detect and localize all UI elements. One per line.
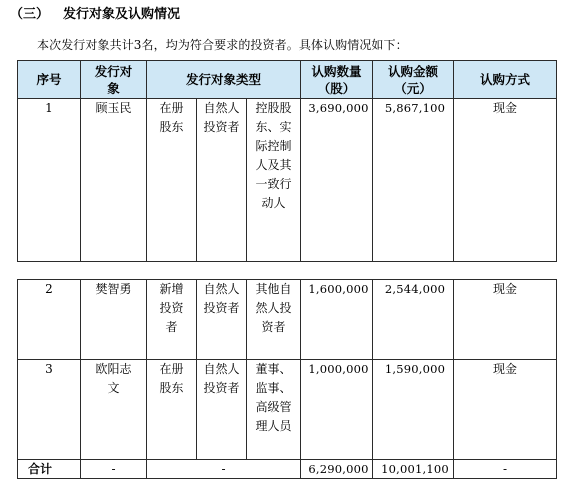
cell-seq: 1 [18, 99, 81, 262]
table-row [18, 360, 557, 460]
cell-quantity: 1,000,000 [301, 360, 373, 460]
cell-name: 欧阳志文 [81, 360, 147, 460]
total-label: 合计 [18, 460, 81, 479]
section-title: 发行对象及认购情况 [63, 7, 181, 22]
subscription-table-part-2 [17, 279, 557, 479]
cell-method: 现金 [454, 99, 557, 262]
cell-amount: 1,590,000 [373, 360, 454, 460]
subscription-table-part-1 [17, 60, 557, 262]
total-quantity: 6,290,000 [301, 460, 373, 479]
cell-type3: 其他自然人投资者 [247, 280, 301, 360]
intro-paragraph: 本次发行对象共计3名，均为符合要求的投资者。具体认购情况如下： [37, 38, 408, 52]
cell-seq: 3 [18, 360, 81, 460]
cell-type1: 在册股东 [147, 360, 197, 460]
total-row [18, 460, 557, 479]
header-method: 认购方式 [454, 61, 557, 99]
cell-type2: 自然人投资者 [197, 99, 247, 262]
cell-type2: 自然人投资者 [197, 360, 247, 460]
header-type: 发行对象类型 [147, 61, 301, 99]
cell-quantity: 3,690,000 [301, 99, 373, 262]
total-type: - [147, 460, 301, 479]
table-row [18, 280, 557, 360]
cell-type1: 新增投资者 [147, 280, 197, 360]
table-header-row [18, 61, 557, 99]
cell-amount: 2,544,000 [373, 280, 454, 360]
cell-seq: 2 [18, 280, 81, 360]
header-target: 发行对象 [81, 61, 147, 99]
header-quantity: 认购数量（股） [301, 61, 373, 99]
cell-type3: 控股股东、实际控制人及其一致行动人 [247, 99, 301, 262]
header-seq: 序号 [18, 61, 81, 99]
total-amount: 10,001,100 [373, 460, 454, 479]
cell-type3: 董事、监事、高级管理人员 [247, 360, 301, 460]
header-amount: 认购金额（元） [373, 61, 454, 99]
section-heading [10, 3, 180, 22]
table-row [18, 99, 557, 262]
total-method: - [454, 460, 557, 479]
cell-method: 现金 [454, 360, 557, 460]
cell-type1: 在册股东 [147, 99, 197, 262]
cell-amount: 5,867,100 [373, 99, 454, 262]
cell-quantity: 1,600,000 [301, 280, 373, 360]
section-number: （三） [10, 7, 50, 22]
cell-name: 顾玉民 [81, 99, 147, 262]
cell-name: 樊智勇 [81, 280, 147, 360]
total-target: - [81, 460, 147, 479]
cell-type2: 自然人投资者 [197, 280, 247, 360]
cell-method: 现金 [454, 280, 557, 360]
